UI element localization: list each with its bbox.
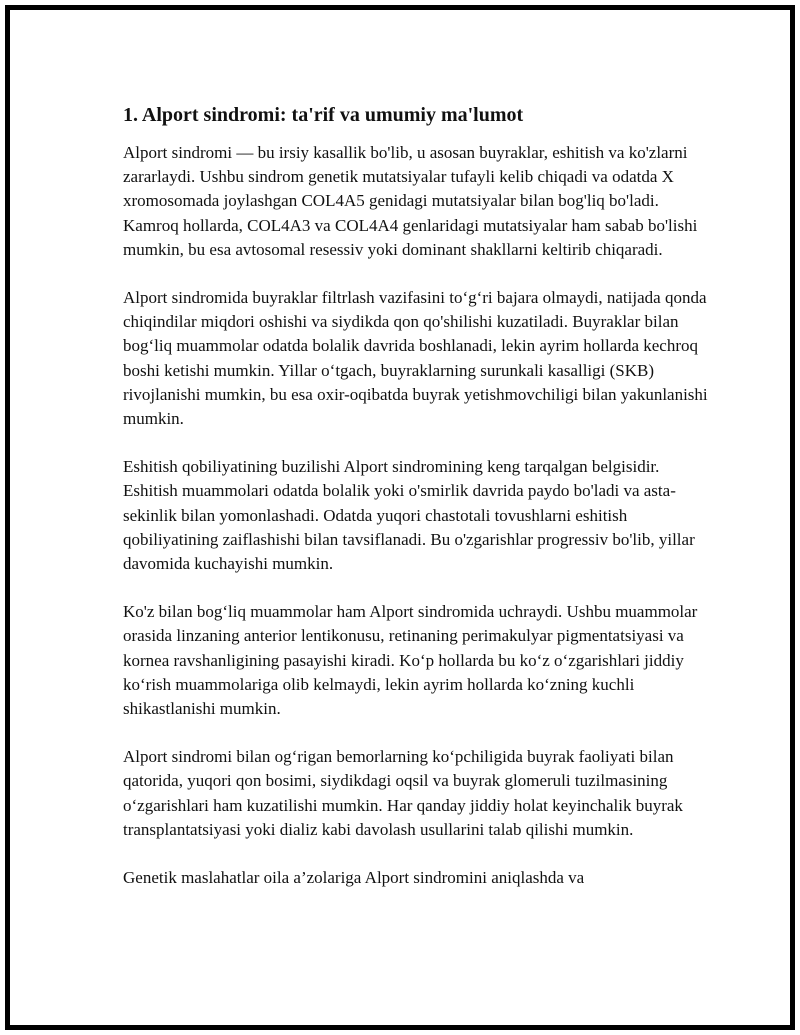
paragraph-genetic-counseling: Genetik maslahatlar oila a’zolariga Alport sindromini aniqlashda va <box>123 868 585 888</box>
page-frame <box>5 5 795 1030</box>
section-heading: 1. Alport sindromi: ta'rif va umumiy ma'lumot <box>123 104 524 126</box>
paragraph-hearing: Eshitish qobiliyatining buzilishi Alport sindromining keng tarqalgan belgisidir. Eshitish muammolari odatda bolalik yoki o'smirlik davrida paydo bo'ladi va asta-sekinlik bilan yomonlashadi. Odatda yuqori chastotali tovushlarni eshitish qobiliyatining zaiflashishi bilan tavsiflanadi. Bu o'zgarishlar progressiv bo'lib, yillar davomida kuchayishi mumkin. <box>123 457 695 574</box>
paragraph-kidneys: Alport sindromida buyraklar filtrlash vazifasini to‘g‘ri bajara olmaydi, natijada qonda chiqindilar miqdori oshishi va siydikda qon qo'shilishi kuzatiladi. Buyraklar bilan bog‘liq muammolar odatda bolalik davrida boshlanadi, lekin ayrim hollarda kechroq boshi ketishi mumkin. Yillar o‘tgach, buyraklarning surunkali kasalligi (SKB) rivojlanishi mumkin, bu esa oxir-oqibatda buyrak yetishmovchiligi bilan yakunlanishi mumkin. <box>123 288 708 429</box>
document-body <box>123 102 713 914</box>
paragraph-complications: Alport sindromi bilan og‘rigan bemorlarning ko‘pchiligida buyrak faoliyati bilan qatorida, yuqori qon bosimi, siydikdagi oqsil va buyrak glomeruli tuzilmasining o‘zgarishlari ham kuzatilishi mumkin. Har qanday jiddiy holat keyinchalik buyrak transplantatsiyasi yoki dializ kabi davolash usullarini talab qilishi mumkin. <box>123 747 683 839</box>
paragraph-eyes: Ko'z bilan bog‘liq muammolar ham Alport sindromida uchraydi. Ushbu muammolar orasida linzaning anterior lentikonusu, retinaning perimakulyar pigmentatsiyasi va kornea ravshanligining pasayishi kiradi. Ko‘p hollarda bu ko‘z o‘zgarishlari jiddiy ko‘rish muammolariga olib kelmaydi, lekin ayrim hollarda ko‘zning kuchli shikastlanishi mumkin. <box>123 602 698 719</box>
paragraph-definition: Alport sindromi — bu irsiy kasallik bo'lib, u asosan buyraklar, eshitish va ko'zlarni zararlaydi. Ushbu sindrom genetik mutatsiyalar tufayli kelib chiqadi va odatda X xromosomada joylashgan COL4A5 genidagi mutatsiyalar bilan bog'liq bo'ladi. Kamroq hollarda, COL4A3 va COL4A4 genlaridagi mutatsiyalar ham sabab bo'lishi mumkin, bu esa avtosomal resessiv yoki dominant shakllarni keltirib chiqaradi. <box>123 143 698 259</box>
